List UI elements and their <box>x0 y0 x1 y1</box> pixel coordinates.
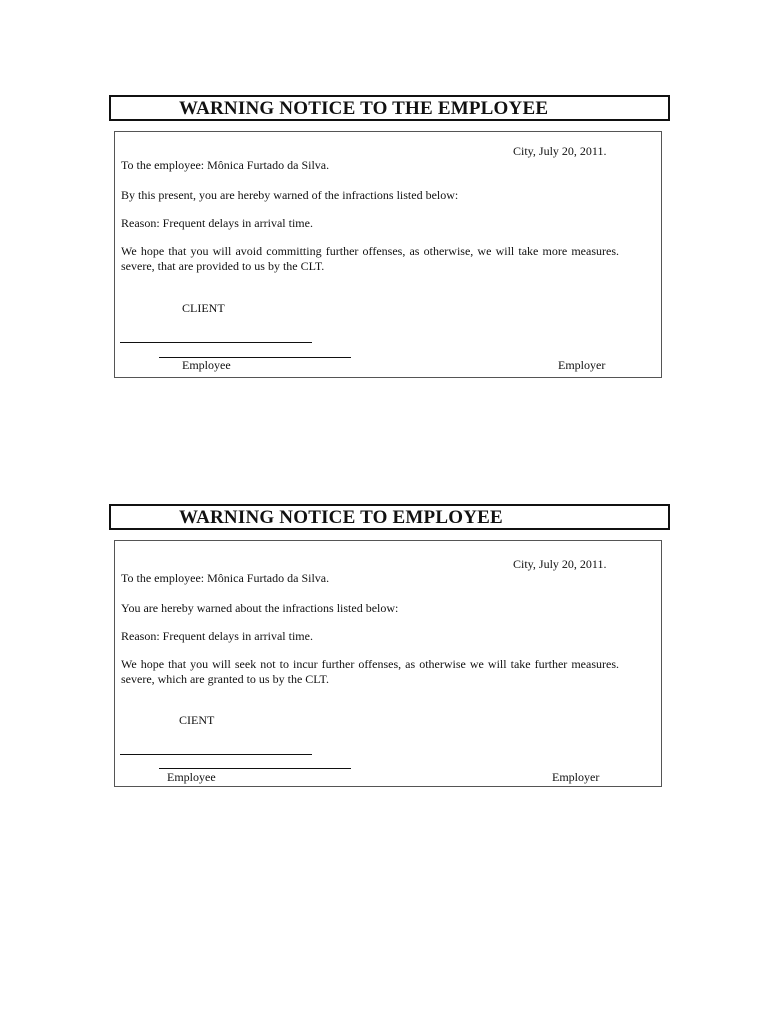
reason-line: Reason: Frequent delays in arrival time. <box>121 629 313 643</box>
notice-date: City, July 20, 2011. <box>513 557 607 571</box>
employee-signature-line <box>120 754 312 755</box>
employee-signature-line <box>120 342 312 343</box>
notice-body <box>114 540 662 787</box>
notice-title: WARNING NOTICE TO THE EMPLOYEE <box>179 98 549 119</box>
notice-date: City, July 20, 2011. <box>513 144 607 158</box>
notice-title-box <box>109 504 670 530</box>
hope-line-1: We hope that you will seek not to incur further offenses, as otherwise we will take further measures. <box>121 657 619 671</box>
hope-line-1: We hope that you will avoid committing further offenses, as otherwise, we will take more measures. <box>121 244 619 258</box>
notice-body <box>114 131 662 378</box>
employer-label: Employer <box>552 770 600 784</box>
reason-line: Reason: Frequent delays in arrival time. <box>121 216 313 230</box>
warning-statement: You are hereby warned about the infractions listed below: <box>121 601 399 615</box>
notice-title-box <box>109 95 670 121</box>
client-label: CIENT <box>179 713 215 727</box>
hope-line-2: severe, which are granted to us by the CLT. <box>121 672 329 686</box>
employer-label: Employer <box>558 358 606 372</box>
recipient-line: To the employee: Mônica Furtado da Silva. <box>121 571 330 585</box>
employer-signature-line <box>159 768 351 769</box>
notice-title: WARNING NOTICE TO EMPLOYEE <box>179 507 503 528</box>
employee-label: Employee <box>167 770 216 784</box>
recipient-line: To the employee: Mônica Furtado da Silva. <box>121 158 330 172</box>
warning-statement: By this present, you are hereby warned of the infractions listed below: <box>121 188 459 202</box>
hope-line-2: severe, that are provided to us by the CLT. <box>121 259 325 273</box>
client-label: CLIENT <box>182 301 225 315</box>
employee-label: Employee <box>182 358 231 372</box>
